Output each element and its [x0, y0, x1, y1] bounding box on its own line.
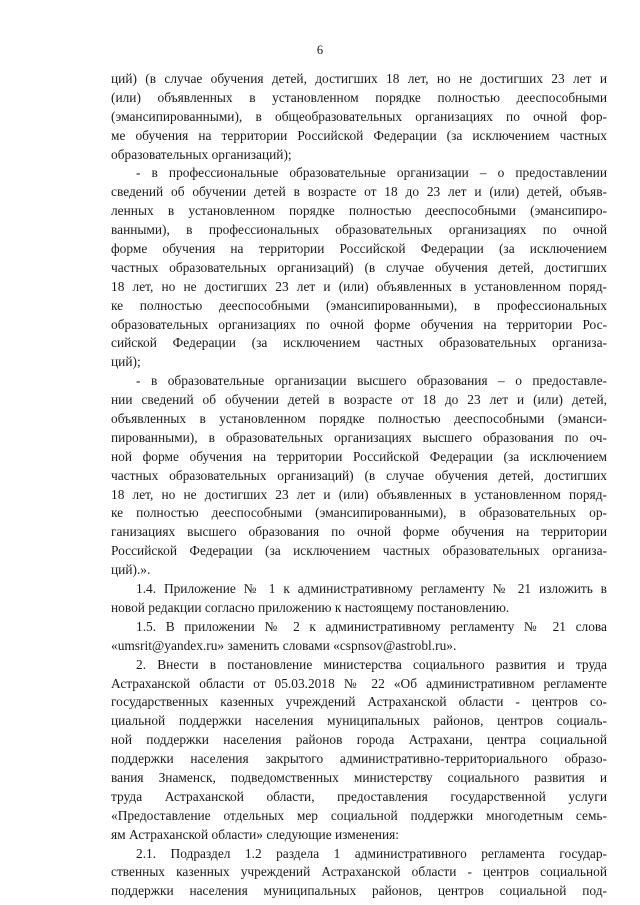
text-line: 2.1. Подраздел 1.2 раздела 1 административного регламента государ- — [136, 845, 607, 861]
text-line: поддержки населения муниципальных районов, центров социальной под- — [111, 883, 607, 899]
document-body — [111, 70, 607, 901]
text-line: ций).». — [111, 562, 151, 578]
text-line: образовательных организациях по очной форме обучения на территории Рос- — [111, 316, 607, 332]
text-line: 2. Внести в постановление министерства социального развития и труда — [136, 656, 607, 672]
text-line: 18 лет, но не достигших 23 лет и (или) объявленных в установленном поряд- — [111, 486, 607, 502]
text-line: государственных казенных учреждений Астраханской области - центров со- — [111, 694, 607, 710]
text-line: - в профессиональные образовательные организации – о предоставлении — [136, 165, 607, 181]
text-line: объявленных в установленном порядке полностью дееспособными (эманси- — [111, 411, 607, 427]
text-line: 1.5. В приложении № 2 к административному регламенту № 21 слова — [136, 618, 607, 634]
text-line: вания Знаменск, подведомственных министерству социального развития и — [111, 769, 607, 785]
text-line: ной поддержки населения районов города Астрахани, центра социальной — [111, 732, 607, 748]
text-line: ке полностью дееспособными (эмансипированными), в профессиональных — [111, 297, 607, 313]
text-line: поддержки населения закрытого административно-территориального образо- — [111, 751, 607, 767]
text-line: «umsrit@yandex.ru» заменить словами «cspnsov@astrobl.ru». — [111, 637, 457, 653]
text-line: Астраханской области от 05.03.2018 № 22 «Об административном регламенте — [111, 675, 607, 691]
text-line: ной форме обучения на территории Российской Федерации (за исключением — [111, 448, 607, 464]
text-line: ганизациях высшего образования по очной форме обучения на территории — [111, 524, 607, 540]
text-line: 1.4. Приложение № 1 к административному регламенту № 21 изложить в — [136, 581, 607, 597]
text-line: - в образовательные организации высшего образования – о предоставле- — [136, 373, 607, 389]
text-line: новой редакции согласно приложению к настоящему постановлению. — [111, 599, 510, 615]
text-line: сийской Федерации (за исключением частных образовательных организа- — [111, 335, 607, 351]
text-line: ций); — [111, 354, 141, 370]
page-number: 6 — [316, 43, 324, 57]
text-line: образовательных организаций); — [111, 146, 292, 162]
text-line: Российской Федерации (за исключением частных образовательных организа- — [111, 543, 607, 559]
text-line: ме обучения на территории Российской Федерации (за исключением частных — [111, 127, 607, 143]
text-line: ленных в установленном порядке полностью дееспособными (эмансипиро- — [111, 203, 607, 219]
text-line: форме обучения на территории Российской Федерации (за исключением — [111, 241, 607, 257]
text-line: ванными), в профессиональных образовательных организациях по очной — [111, 222, 607, 238]
text-line: ке полностью дееспособными (эмансипированными), в образовательных ор- — [111, 505, 607, 521]
text-line: частных образовательных организаций) (в случае обучения детей, достигших — [111, 259, 607, 275]
text-line: ственных казенных учреждений Астраханской области - центров социальной — [111, 864, 607, 880]
text-line: сведений об обучении детей в возрасте от 18 до 23 лет и (или) детей, объяв- — [111, 184, 607, 200]
text-line: ций) (в случае обучения детей, достигших 18 лет, но не достигших 23 лет и — [111, 71, 607, 86]
text-line: (или) объявленных в установленном порядке полностью дееспособными — [111, 89, 607, 105]
text-line: частных образовательных организаций) (в случае обучения детей, достигших — [111, 467, 607, 483]
text-line: 18 лет, но не достигших 23 лет и (или) объявленных в установленном поряд- — [111, 278, 607, 294]
text-line: «Предоставление отдельных мер социальной поддержки многодетным семь- — [111, 807, 607, 823]
text-line: пированными), в образовательных организациях высшего образования по оч- — [111, 429, 607, 445]
text-line: нии сведений об обучении детей в возрасте от 18 до 23 лет и (или) детей, — [111, 392, 607, 408]
text-line: циальной поддержки населения муниципальных районов, центров социаль- — [111, 713, 607, 729]
text-line: труда Астраханской области, предоставления государственной услуги — [111, 788, 607, 804]
text-line: (эмансипированными), в общеобразовательных организациях по очной фор- — [111, 108, 607, 124]
text-line: ям Астраханской области» следующие изменения: — [111, 826, 400, 842]
